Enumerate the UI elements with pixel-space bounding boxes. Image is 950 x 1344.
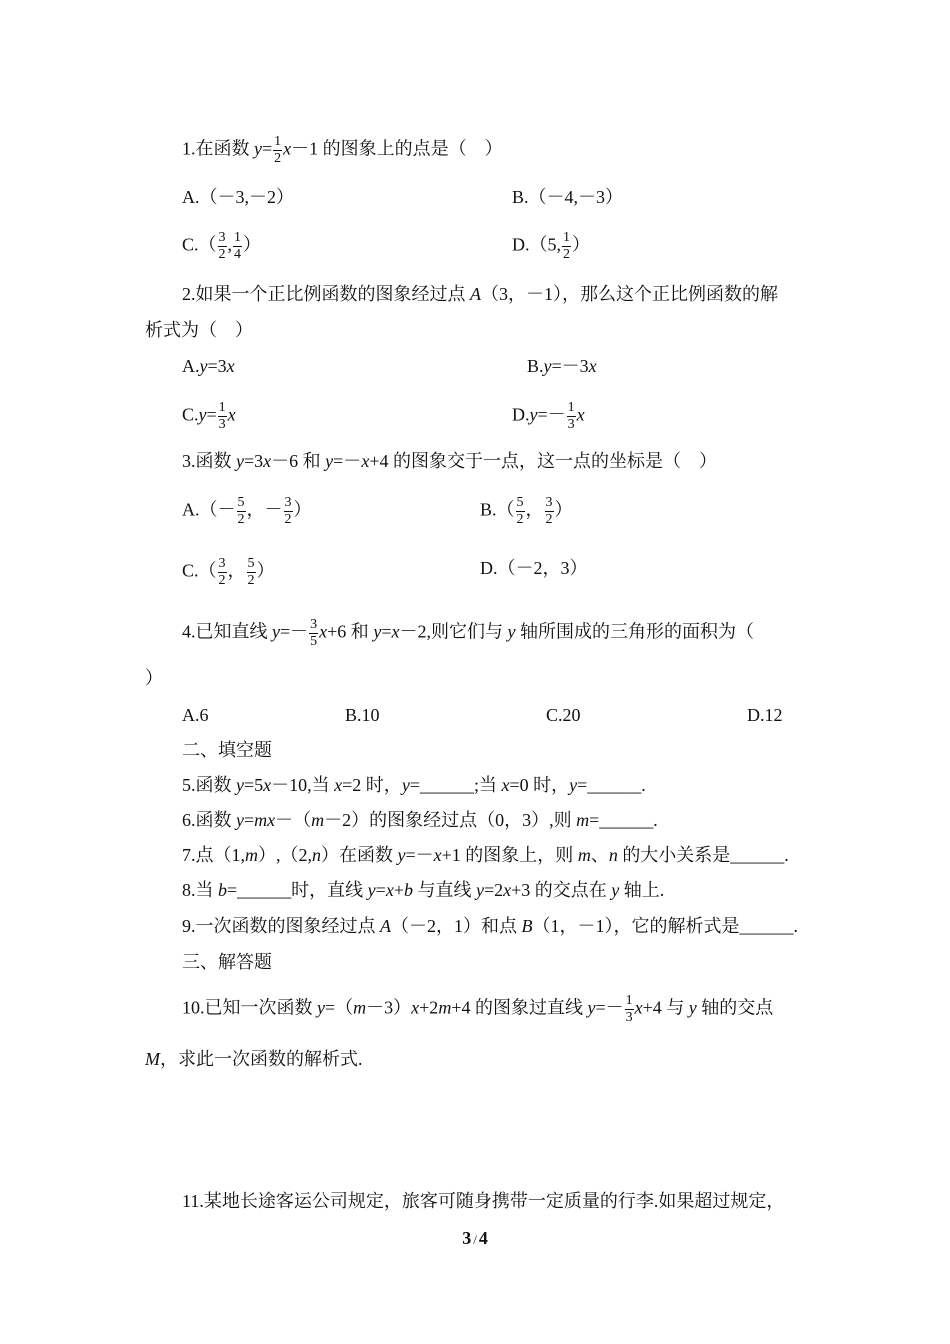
q10-stem-cont <box>145 1047 363 1071</box>
var: x <box>226 356 235 376</box>
fraction <box>625 993 634 1026</box>
text: 10.已知一次函数 <box>182 997 317 1018</box>
text: = <box>381 621 392 642</box>
q3-stem <box>182 449 717 473</box>
var: B <box>521 916 533 936</box>
var: y <box>475 880 484 900</box>
text: =______. <box>589 810 658 830</box>
var: n <box>312 845 321 865</box>
fraction <box>545 495 554 528</box>
text: =－3 <box>551 356 589 376</box>
var: x <box>634 997 643 1018</box>
q2-option-d <box>512 400 585 433</box>
text: + <box>393 880 404 900</box>
denominator: 2 <box>247 573 255 588</box>
q8 <box>182 878 664 902</box>
q3-option-a <box>182 495 312 528</box>
text: 2.如果一个正比例函数的图象经过点 <box>182 284 470 304</box>
q4-stem <box>182 617 754 650</box>
fraction <box>273 134 282 167</box>
fraction <box>237 495 246 528</box>
text: ，－ <box>246 499 283 520</box>
text: = <box>375 880 386 900</box>
text: C. <box>182 404 199 425</box>
denominator: 2 <box>218 573 226 588</box>
numerator: 1 <box>218 400 226 415</box>
var: y <box>688 997 697 1018</box>
fraction <box>218 230 227 263</box>
text: ）,（2, <box>258 845 312 865</box>
q1-stem <box>182 134 503 167</box>
numerator: 1 <box>234 230 242 245</box>
numerator: 1 <box>274 134 282 149</box>
text: B.（ <box>480 499 515 520</box>
denominator: 5 <box>310 634 318 649</box>
var: A <box>470 284 481 304</box>
text: 7.点（1, <box>182 845 245 865</box>
var: y <box>272 621 280 642</box>
var: y <box>198 404 207 425</box>
var: b <box>218 880 227 900</box>
fraction <box>233 230 242 263</box>
var: y <box>397 845 406 865</box>
text: －3） <box>366 997 412 1018</box>
var: y <box>236 451 244 471</box>
fraction <box>284 495 293 528</box>
text: =2 时， <box>342 775 402 795</box>
text: =______;当 <box>409 775 502 795</box>
text: 与直线 <box>412 880 476 900</box>
denominator: 3 <box>567 417 575 432</box>
var: y <box>543 356 552 376</box>
var: A <box>380 916 391 936</box>
var: y <box>507 621 516 642</box>
denominator: 2 <box>545 512 553 527</box>
text: B. <box>527 356 544 376</box>
var: x <box>283 138 292 159</box>
text: = <box>206 404 217 425</box>
q5 <box>182 773 646 797</box>
page-current: 3 <box>462 1228 472 1248</box>
var: y <box>401 775 410 795</box>
var: m <box>245 845 258 865</box>
fraction <box>218 400 227 433</box>
numerator: 5 <box>516 495 524 510</box>
q2-stem <box>182 282 778 306</box>
q10-stem <box>182 993 773 1026</box>
var: y <box>236 775 244 795</box>
text: －10,当 <box>271 775 335 795</box>
fraction <box>516 495 525 528</box>
text: = <box>262 138 273 159</box>
var: y <box>317 997 325 1018</box>
text: 4.已知直线 <box>182 621 272 642</box>
q3-option-d: D.（－2，3） <box>480 558 588 578</box>
text: ）在函数 <box>321 845 398 865</box>
q7 <box>182 843 789 867</box>
fraction <box>247 556 256 589</box>
text: =______. <box>577 775 646 795</box>
text: +4 的图象过直线 <box>451 997 588 1018</box>
text: =－ <box>595 997 624 1018</box>
var: x <box>411 997 420 1018</box>
text: +4 的图象交于一点，这一点的坐标是（ ） <box>369 451 717 471</box>
denominator: 2 <box>237 512 245 527</box>
var: x <box>361 451 370 471</box>
q9 <box>182 914 798 938</box>
text: 轴的交点 <box>696 997 774 1018</box>
text: 9.一次函数的图象经过点 <box>182 916 380 936</box>
q11-stem: 11.某地长途客运公司规定，旅客可随身携带一定质量的行李.如果超过规定， <box>182 1191 785 1211</box>
text: 5.函数 <box>182 775 236 795</box>
fraction <box>218 556 227 589</box>
text: +6 和 <box>327 621 374 642</box>
var: x <box>227 404 236 425</box>
var: y <box>373 621 382 642</box>
text: （3，－1），那么这个正比例函数的解 <box>481 284 778 304</box>
text: =－ <box>405 845 434 865</box>
text: =5 <box>244 775 264 795</box>
text: =______时，直线 <box>227 880 368 900</box>
numerator: 3 <box>218 230 226 245</box>
text: 1.在函数 <box>182 138 254 159</box>
denominator: 2 <box>274 151 282 166</box>
text: C.（ <box>182 234 217 255</box>
var: x <box>263 451 272 471</box>
text: = <box>244 810 255 830</box>
denominator: 2 <box>284 512 292 527</box>
numerator: 3 <box>545 495 553 510</box>
text: 8.当 <box>182 880 218 900</box>
text: ， <box>525 499 544 520</box>
var: y <box>529 404 538 425</box>
numerator: 3 <box>284 495 292 510</box>
text: 的大小关系是______. <box>617 845 789 865</box>
var: x <box>501 775 510 795</box>
text: A. <box>182 356 200 376</box>
text: =－ <box>280 621 309 642</box>
text: =0 时， <box>509 775 570 795</box>
var: y <box>325 451 334 471</box>
numerator: 3 <box>310 617 318 632</box>
q4-option-b: B.10 <box>345 705 380 725</box>
text: +2 <box>419 997 439 1018</box>
var: b <box>403 880 413 900</box>
text: 、 <box>590 845 609 865</box>
var: x <box>263 775 272 795</box>
numerator: 5 <box>247 556 255 571</box>
text: =3 <box>244 451 264 471</box>
var: y <box>199 356 208 376</box>
q3-option-c <box>182 556 275 589</box>
text: A.（－ <box>182 499 236 520</box>
q4-option-c: C.20 <box>546 705 581 725</box>
var: M <box>145 1049 160 1069</box>
var: m <box>576 810 590 830</box>
text: =（ <box>325 997 354 1018</box>
text: （－2，1）和点 <box>391 916 522 936</box>
text: +3 的交点在 <box>511 880 612 900</box>
q1-option-c <box>182 230 261 263</box>
text: 3.函数 <box>182 451 236 471</box>
text: ，求此一次函数的解析式. <box>160 1049 363 1069</box>
denominator: 3 <box>218 417 226 432</box>
denominator: 2 <box>218 247 226 262</box>
q1-option-b: B.（－4,－3） <box>512 187 624 207</box>
text: －1 的图象上的点是（ ） <box>291 138 503 159</box>
q4-option-a: A.6 <box>182 705 209 725</box>
text: 轴上. <box>619 880 665 900</box>
page-total: 4 <box>478 1228 488 1248</box>
text: ） <box>256 560 275 581</box>
text: =－ <box>537 404 566 425</box>
var: x <box>576 404 585 425</box>
var: x <box>319 621 328 642</box>
q2-option-c <box>182 400 236 433</box>
q1-option-a: A.（－3,－2） <box>182 187 294 207</box>
var: y <box>611 880 620 900</box>
page-number <box>0 1226 950 1252</box>
var: y <box>254 138 262 159</box>
text: +1 的图象上，则 <box>441 845 578 865</box>
text: C.（ <box>182 560 217 581</box>
denominator: 2 <box>563 247 570 262</box>
var: x <box>334 775 343 795</box>
var: m <box>577 845 591 865</box>
text: －2,则它们与 <box>399 621 508 642</box>
text: =2 <box>483 880 504 900</box>
denominator: 2 <box>516 512 524 527</box>
var: y <box>569 775 578 795</box>
fraction <box>309 617 318 650</box>
var: y <box>587 997 596 1018</box>
fraction <box>562 230 571 263</box>
var: y <box>367 880 376 900</box>
page-separator: / <box>473 1232 477 1247</box>
text: =3 <box>207 356 227 376</box>
text: （1，－1），它的解析式是______. <box>532 916 798 936</box>
var: x <box>391 621 400 642</box>
q2-option-b <box>527 354 597 378</box>
text: D.（5, <box>512 234 561 255</box>
var: mx <box>254 810 276 830</box>
q3-option-b <box>480 495 573 528</box>
text: ） <box>554 499 573 520</box>
var: y <box>236 810 244 830</box>
section-heading-fill-in: 二、填空题 <box>182 740 272 760</box>
numerator: 3 <box>218 556 226 571</box>
section-heading-solve: 三、解答题 <box>182 952 272 972</box>
numerator: 5 <box>237 495 245 510</box>
var: x <box>503 880 512 900</box>
text: +4 与 <box>642 997 689 1018</box>
var: m <box>353 997 367 1018</box>
text: ） <box>243 234 262 255</box>
var: m <box>438 997 452 1018</box>
q4-option-d: D.12 <box>747 705 783 725</box>
text: ， <box>227 560 246 581</box>
text: ） <box>293 499 312 520</box>
text: D. <box>512 404 530 425</box>
var: x <box>588 356 597 376</box>
q1-option-d <box>512 230 590 263</box>
text: －2）的图象经过点（0，3）,则 <box>324 810 577 830</box>
q2-option-a <box>182 354 235 378</box>
text: －6 和 <box>271 451 326 471</box>
q2-stem-cont: 析式为（ ） <box>145 320 253 340</box>
var: m <box>311 810 325 830</box>
text: 6.函数 <box>182 810 236 830</box>
text: －（ <box>275 810 312 830</box>
text: 轴所围成的三角形的面积为（ <box>515 621 754 642</box>
q4-stem-cont: ） <box>145 668 163 688</box>
denominator: 4 <box>234 247 242 262</box>
var: x <box>385 880 394 900</box>
numerator: 1 <box>567 400 575 415</box>
fraction <box>567 400 576 433</box>
text: ） <box>572 234 590 255</box>
q6 <box>182 808 658 832</box>
var: n <box>608 845 618 865</box>
numerator: 1 <box>563 230 570 245</box>
text: , <box>227 234 233 255</box>
numerator: 1 <box>625 993 633 1008</box>
denominator: 3 <box>625 1010 633 1025</box>
text: =－ <box>333 451 362 471</box>
var: x <box>433 845 442 865</box>
